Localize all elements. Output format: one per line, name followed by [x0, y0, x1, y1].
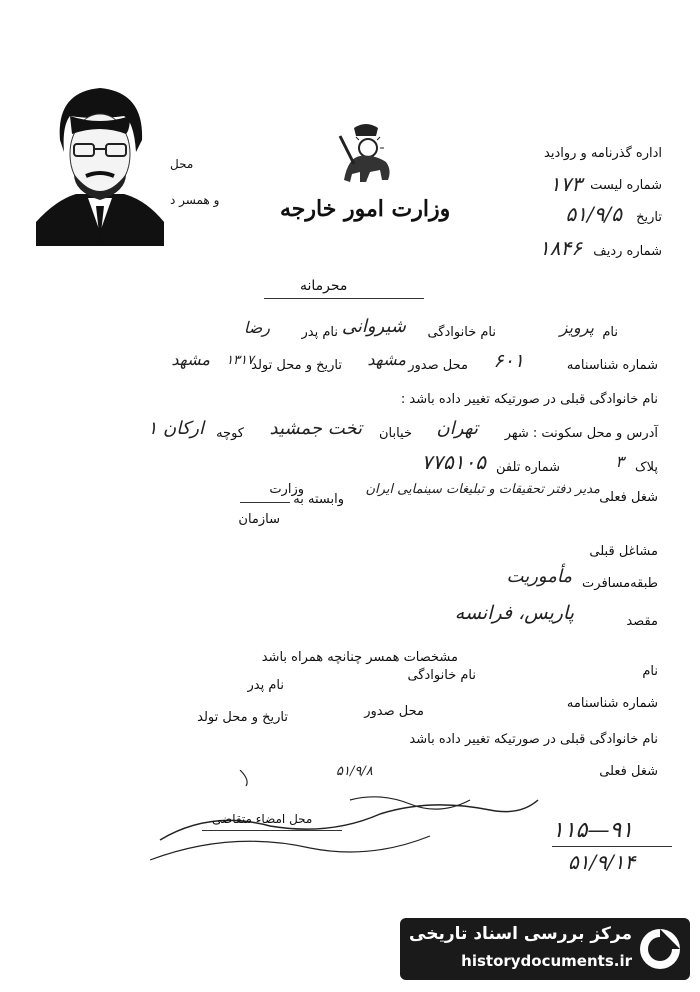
phone-label: شماره تلفن — [496, 460, 560, 475]
organization-label: سازمان — [238, 512, 280, 527]
date-value: ۵۱/۹/۵ — [565, 202, 622, 226]
address-city-value: تهران — [436, 418, 478, 439]
phone-value: ۷۷۵۱۰۵ — [421, 450, 486, 474]
street-label: خیابان — [378, 426, 412, 441]
first-name-label: نام — [602, 325, 618, 340]
watermark-logo-icon — [636, 924, 684, 974]
family-name-label: نام خانوادگی — [427, 325, 496, 340]
prev-family-name-label: نام خانوادگی قبلی در صورتیکه تغییر داده باشد : — [400, 392, 658, 407]
row-number-label: شماره ردیف — [593, 244, 662, 259]
spouse-heading: مشخصات همسر چنانچه همراه باشد — [261, 650, 458, 665]
prev-jobs-label: مشاغل قبلی — [589, 544, 658, 559]
spouse-issue-label: محل صدور — [364, 704, 424, 719]
affiliated-label: وابسته به — [293, 492, 344, 507]
spouse-id-label: شماره شناسنامه — [566, 696, 658, 711]
spouse-name-label: نام — [642, 664, 658, 679]
job-label: شغل فعلی — [599, 490, 658, 505]
father-name-value: رضا — [243, 318, 270, 337]
reference-date: ۵۱/۹/۱۴ — [568, 850, 636, 874]
id-number-label: شماره شناسنامه — [566, 358, 658, 373]
list-number-label: شماره لیست — [590, 178, 662, 193]
scribble-date: ۵۱/۹/۸ — [336, 764, 373, 779]
issue-place-label: محل صدور — [408, 358, 468, 373]
spouse-birth-label: تاریخ و محل تولد — [197, 710, 288, 725]
photo-label-spouse: و همسر د — [170, 193, 220, 207]
birth-label: تاریخ و محل تولد — [251, 358, 342, 373]
lion-and-sun-emblem — [330, 118, 402, 190]
address-label: آدرس و محل سکونت : شهر — [504, 426, 658, 441]
date-label: تاریخ — [636, 210, 662, 225]
ministry-title: وزارت امور خارجه — [280, 196, 451, 222]
watermark-title: مرکز بررسی اسناد تاریخی — [409, 924, 632, 944]
divider — [264, 298, 424, 299]
ministry-label: وزارت — [269, 482, 304, 497]
signature-line — [202, 830, 342, 831]
id-number-value: ۶۰۱ — [493, 350, 524, 372]
family-name-value: شیروانی — [341, 316, 406, 337]
spouse-family-label: نام خانوادگی — [407, 668, 476, 683]
plate-value: ۳ — [615, 452, 624, 471]
confidential-heading: محرمانه — [300, 278, 348, 294]
job-value: مدیر دفتر تحقیقات و تبلیغات سینمایی ایران — [365, 482, 600, 497]
destination-value: پاریس، فرانسه — [454, 602, 574, 624]
applicant-photo — [36, 82, 164, 246]
alley-value: ارکان ۱ — [147, 418, 204, 439]
watermark-url: historydocuments.ir — [461, 952, 632, 970]
trip-type-label: طبقه‌مسافرت — [582, 576, 658, 591]
row-number-value: ۱۸۴۶ — [539, 236, 582, 260]
birth-year-value: ۱۳۱۷ — [226, 353, 254, 368]
alley-label: کوچه — [216, 426, 244, 441]
list-number-value: ۱۷۳ — [549, 172, 582, 196]
plate-label: پلاک — [634, 460, 658, 475]
destination-label: مقصد — [626, 614, 658, 629]
signature-place-label: محل امضاء متقاضی — [212, 812, 313, 826]
first-name-value: پرویز — [559, 318, 594, 337]
photo-label-place: محل — [170, 157, 194, 171]
reference-number: ۱۱۵—۹۱ — [552, 818, 634, 843]
watermark-banner — [400, 918, 690, 980]
department-label: اداره گذرنامه و روادید — [544, 146, 662, 161]
signature-scribble — [150, 770, 550, 874]
reference-underline — [552, 846, 672, 847]
street-value: تخت جمشید — [269, 418, 362, 439]
spouse-job-label: شغل فعلی — [599, 764, 658, 779]
issue-place-value: مشهد — [367, 350, 406, 369]
ministry-line — [240, 502, 290, 503]
father-name-label: نام پدر — [301, 325, 338, 340]
spouse-father-label: نام پدر — [247, 678, 284, 693]
birth-place-value: مشهد — [171, 350, 210, 369]
spouse-prev-family-label: نام خانوادگی قبلی در صورتیکه تغییر داده باشد — [409, 732, 658, 747]
trip-type-value: مأموریت — [506, 566, 572, 587]
